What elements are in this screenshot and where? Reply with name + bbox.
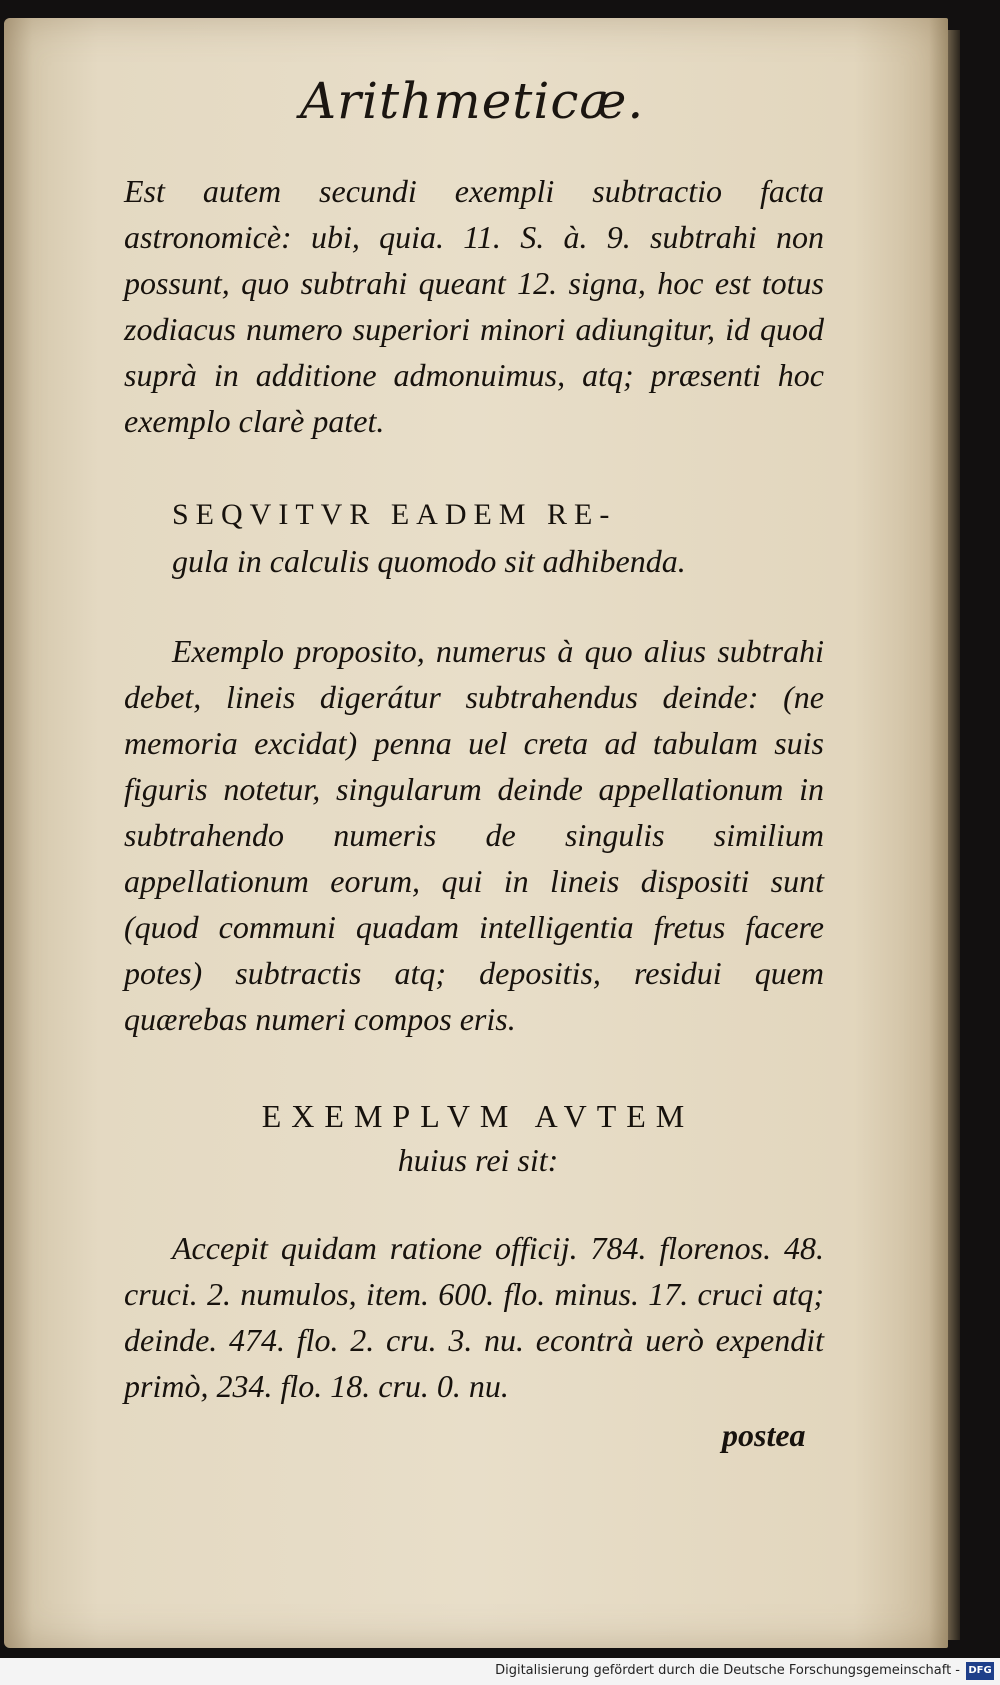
section-heading-1 <box>172 495 792 583</box>
dfg-logo-icon: DFG <box>966 1662 994 1680</box>
section-heading-2-sub: huius rei sit: <box>397 1142 559 1178</box>
footer-bar <box>0 1658 1000 1685</box>
paragraph-1: Est autem secundi exempli subtractio facta astronomicè: ubi, quia. 11. S. à. 9. subtrahi non possunt, quo subtrahi queant 12. signa, hoc est totus zodiacus numero superiori minori adiungitur, id quod suprà in additione admonuimus, atq; præsenti hoc exemplo clarè patet. <box>124 173 824 439</box>
paragraph-3: Accepit quidam ratione officij. 784. florenos. 48. cruci. 2. numulos, item. 600. flo. minus. 17. cruci atq; deinde. 474. flo. 2. cru. 3. nu. econtrà uerò expendit primò, 234. flo. 18. cru. 0. nu. <box>124 1230 824 1404</box>
running-head: Arithmeticæ. <box>300 72 645 130</box>
paragraph-2: Exemplo proposito, numerus à quo alius subtrahi debet, lineis digerátur subtrahendus deinde: (ne memoria excidat) penna uel creta ad tabulam suis figuris notetur, singularum deinde appellationum in subtrahendo numeris de singulis similium appellationum eorum, qui in lineis dispositi sunt (quod communi quadam intelligentia fretus facere potes) subtractis atq; depositis, residui quem quærebas numeri compos eris. <box>124 633 824 1037</box>
footer-credit: Digitalisierung gefördert durch die Deutsche Forschungsgemeinschaft - <box>495 1663 960 1678</box>
page-edge <box>948 30 960 1640</box>
section-heading-2 <box>178 1095 778 1183</box>
catchword: postea <box>722 1417 806 1453</box>
section-heading-2-caps: EXEMPLVM AVTEM <box>261 1098 695 1134</box>
section-heading-1-caps: SEQVITVR EADEM RE- <box>172 498 617 531</box>
section-heading-1-sub: gula in calculis quomodo sit adhibenda. <box>172 543 686 579</box>
